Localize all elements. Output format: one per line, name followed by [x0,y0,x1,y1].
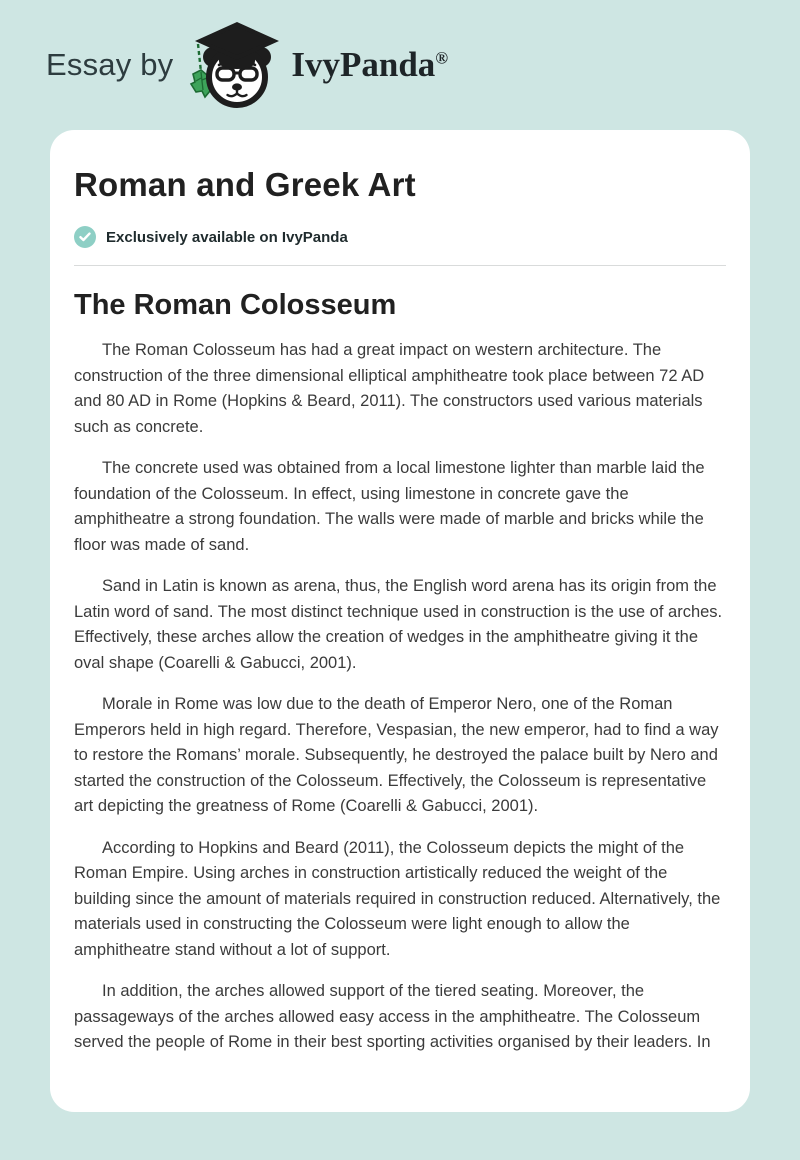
registered-mark: ® [435,48,449,68]
essay-card [50,130,750,1112]
essay-body [74,338,726,1056]
page-title: Roman and Greek Art [74,166,416,203]
ivypanda-logo [187,20,448,110]
section-heading: The Roman Colosseum [74,289,397,321]
exclusive-badge [74,226,726,248]
essay-paragraph: Sand in Latin is known as arena, thus, the English word arena has its origin from the Latin word of sand. The most distinct technique used in construction is the use of arches. Effectively, these arches allow the creation of wedges in the amphitheatre giving it the oval shape (Coarelli & Gabucci, 2001). [74,577,723,672]
essay-paragraph: The concrete used was obtained from a local limestone lighter than marble laid the foundation of the Colosseum. In effect, using limestone in concrete gave the amphitheatre a strong foundation. The walls were made of marble and bricks while the floor was made of sand. [74,459,705,554]
brand-name: IvyPanda® [291,45,449,84]
essay-paragraph: Morale in Rome was low due to the death of Emperor Nero, one of the Roman Emperors held in high regard. Therefore, Vespasian, the new emperor, had to find a way to restore the Romans’ morale. Subsequently, he destroyed the palace built by Nero and started the construction of the Colosseum. Effectively, the Colosseum is representative art depicting the greatness of Rome (Coarelli & Gabucci, 2001). [74,695,719,815]
site-header [0,0,800,130]
essay-paragraph: According to Hopkins and Beard (2011), the Colosseum depicts the might of the Roman Empire. Using arches in construction artistically reduced the weight of the building since the amount of materials required in construction reduced. Alternatively, the materials used in constructing the Colosseum were light enough to allow the amphitheatre stand without a lot of support. [74,838,721,959]
badge-label: Exclusively available on IvyPanda [106,228,348,246]
essay-by-label: Essay by [46,47,174,82]
checkmark-icon [74,226,96,248]
divider [74,265,726,266]
essay-paragraph: In addition, the arches allowed support of the tiered seating. Moreover, the passageways of the arches allowed easy access in the amphitheatre. The Colosseum served the people of Rome in their best sporting activities organised by their leaders. In [74,982,711,1051]
essay-paragraph: The Roman Colosseum has had a great impact on western architecture. The construction of the three dimensional elliptical amphitheatre took place between 72 AD and 80 AD in Rome (Hopkins & Beard, 2011). The constructors used various materials such as concrete. [74,341,705,436]
panda-graduation-icon [187,20,281,110]
